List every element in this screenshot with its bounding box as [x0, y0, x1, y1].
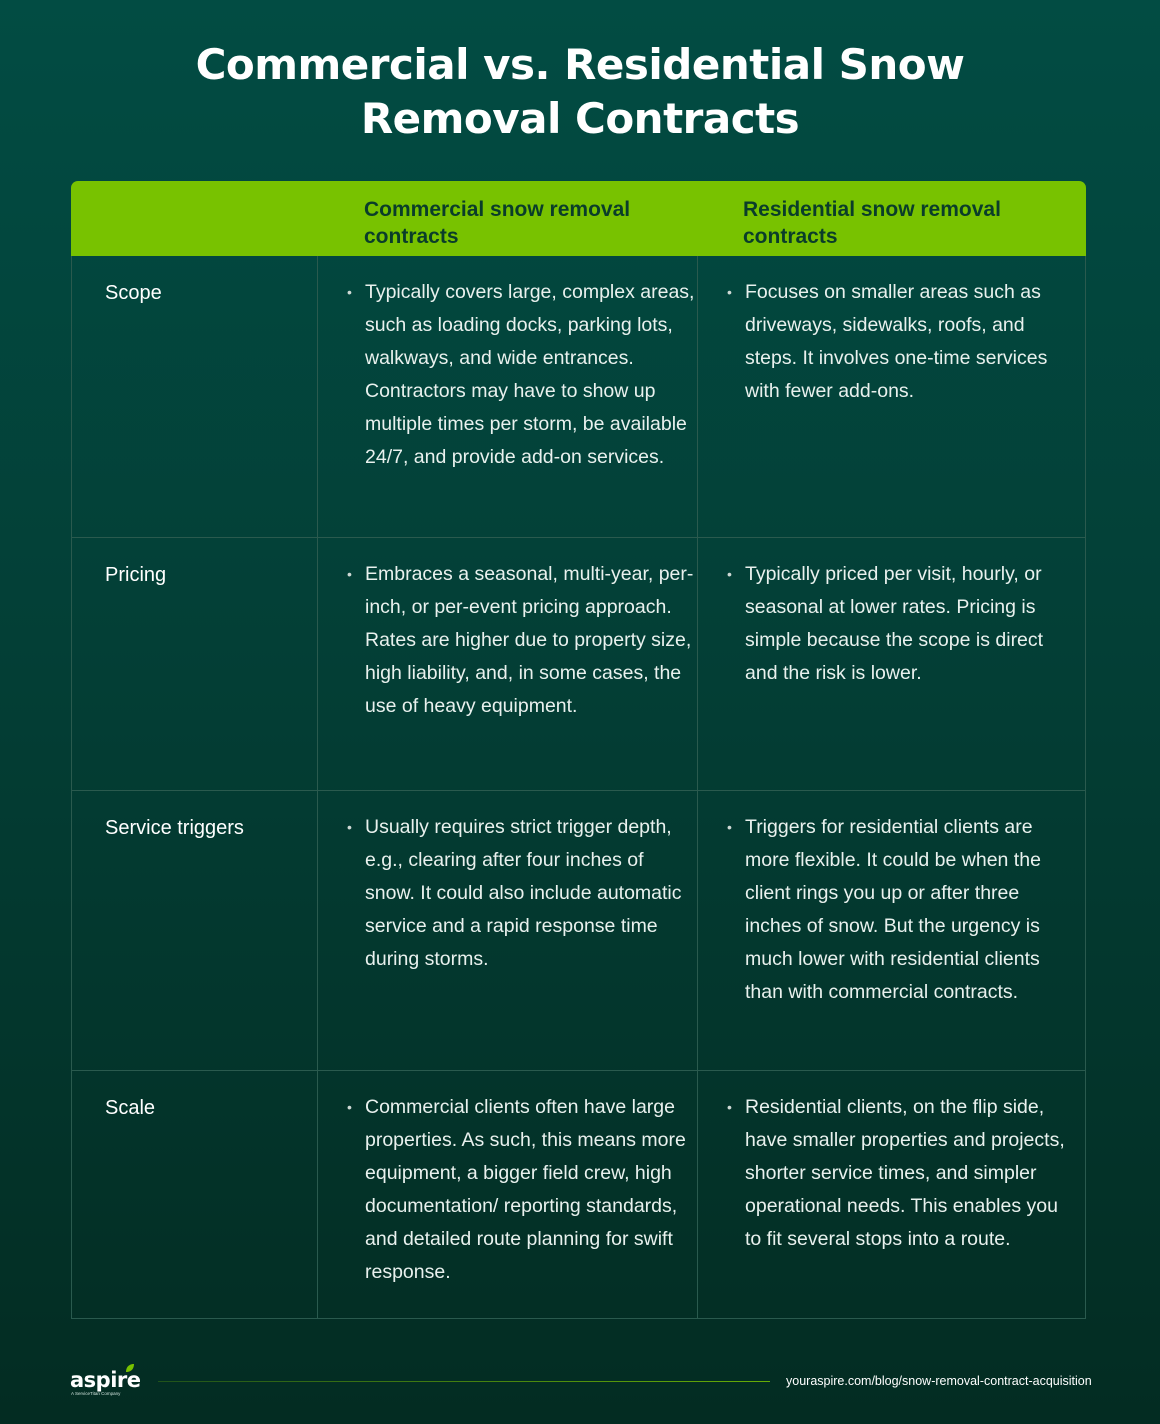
cell-commercial-service-triggers — [347, 811, 695, 976]
logo-tagline: A ServiceTitan Company — [71, 1391, 121, 1396]
table-header-row — [71, 181, 1086, 256]
logo-wordmark: aspire — [70, 1368, 141, 1392]
table-row — [72, 1071, 1085, 1318]
table-row — [72, 538, 1085, 791]
bullet-icon: • — [347, 1099, 352, 1115]
table-row — [72, 791, 1085, 1071]
cell-text: Triggers for residential clients are more flexible. It could be when the client rings you up or after three inches of snow. But the urgency is much lower with residential clients than with commercial contracts. — [745, 816, 1041, 1003]
row-label-scale: Scale — [105, 1097, 156, 1119]
cell-residential-service-triggers — [727, 811, 1067, 1009]
cell-text: Residential clients, on the flip side, have smaller properties and projects, shorter service times, and simpler operational needs. This enables you to fit several stops into a route. — [745, 1096, 1065, 1250]
cell-residential-pricing — [727, 558, 1067, 690]
title-line-2: Removal Contracts — [360, 94, 800, 143]
bullet-icon: • — [347, 819, 352, 835]
bullet-icon: • — [347, 284, 352, 300]
bullet-icon: • — [727, 819, 732, 835]
footer-divider — [158, 1381, 770, 1382]
bullet-icon: • — [727, 566, 732, 582]
table-body — [71, 256, 1086, 1319]
row-label-scope: Scope — [105, 282, 162, 304]
cell-commercial-scope — [347, 276, 695, 474]
header-residential: Residential snow removal contracts — [743, 198, 1001, 248]
bullet-icon: • — [727, 1099, 732, 1115]
cell-commercial-pricing — [347, 558, 695, 723]
source-url[interactable]: youraspire.com/blog/snow-removal-contract-acquisition — [786, 1374, 1092, 1388]
cell-text: Typically priced per visit, hourly, or seasonal at lower rates. Pricing is simple because the scope is direct and the risk is lower. — [745, 563, 1044, 684]
cell-residential-scope — [727, 276, 1067, 408]
comparison-table — [71, 181, 1086, 1319]
aspire-logo — [70, 1366, 144, 1400]
cell-text: Commercial clients often have large properties. As such, this means more equipment, a bigger field crew, high documentation/ reporting standards, and detailed route planning for swift response. — [365, 1096, 686, 1283]
row-label-service-triggers: Service triggers — [105, 817, 244, 839]
bullet-icon: • — [727, 284, 732, 300]
table-row — [72, 256, 1085, 538]
cell-residential-scale — [727, 1091, 1067, 1256]
cell-text: Embraces a seasonal, multi-year, per-inch, or per-event pricing approach. Rates are higher due to property size, high liability, and, in some cases, the use of heavy equipment. — [365, 563, 694, 717]
cell-text: Focuses on smaller areas such as driveways, sidewalks, roofs, and steps. It involves one-time services with fewer add-ons. — [745, 281, 1048, 402]
bullet-icon: • — [347, 566, 352, 582]
page-title — [0, 38, 1160, 146]
header-commercial: Commercial snow removal contracts — [364, 198, 631, 248]
row-label-pricing: Pricing — [105, 564, 167, 586]
title-line-1: Commercial vs. Residential Snow — [195, 40, 965, 89]
cell-text: Typically covers large, complex areas, such as loading docks, parking lots, walkways, and wide entrances. Contractors may have to show up multiple times per storm, be available 24/7, and provide add-on services. — [365, 281, 695, 468]
cell-text: Usually requires strict trigger depth, e.g., clearing after four inches of snow. It could also include automatic service and a rapid response time during storms. — [365, 816, 682, 970]
cell-commercial-scale — [347, 1091, 695, 1289]
